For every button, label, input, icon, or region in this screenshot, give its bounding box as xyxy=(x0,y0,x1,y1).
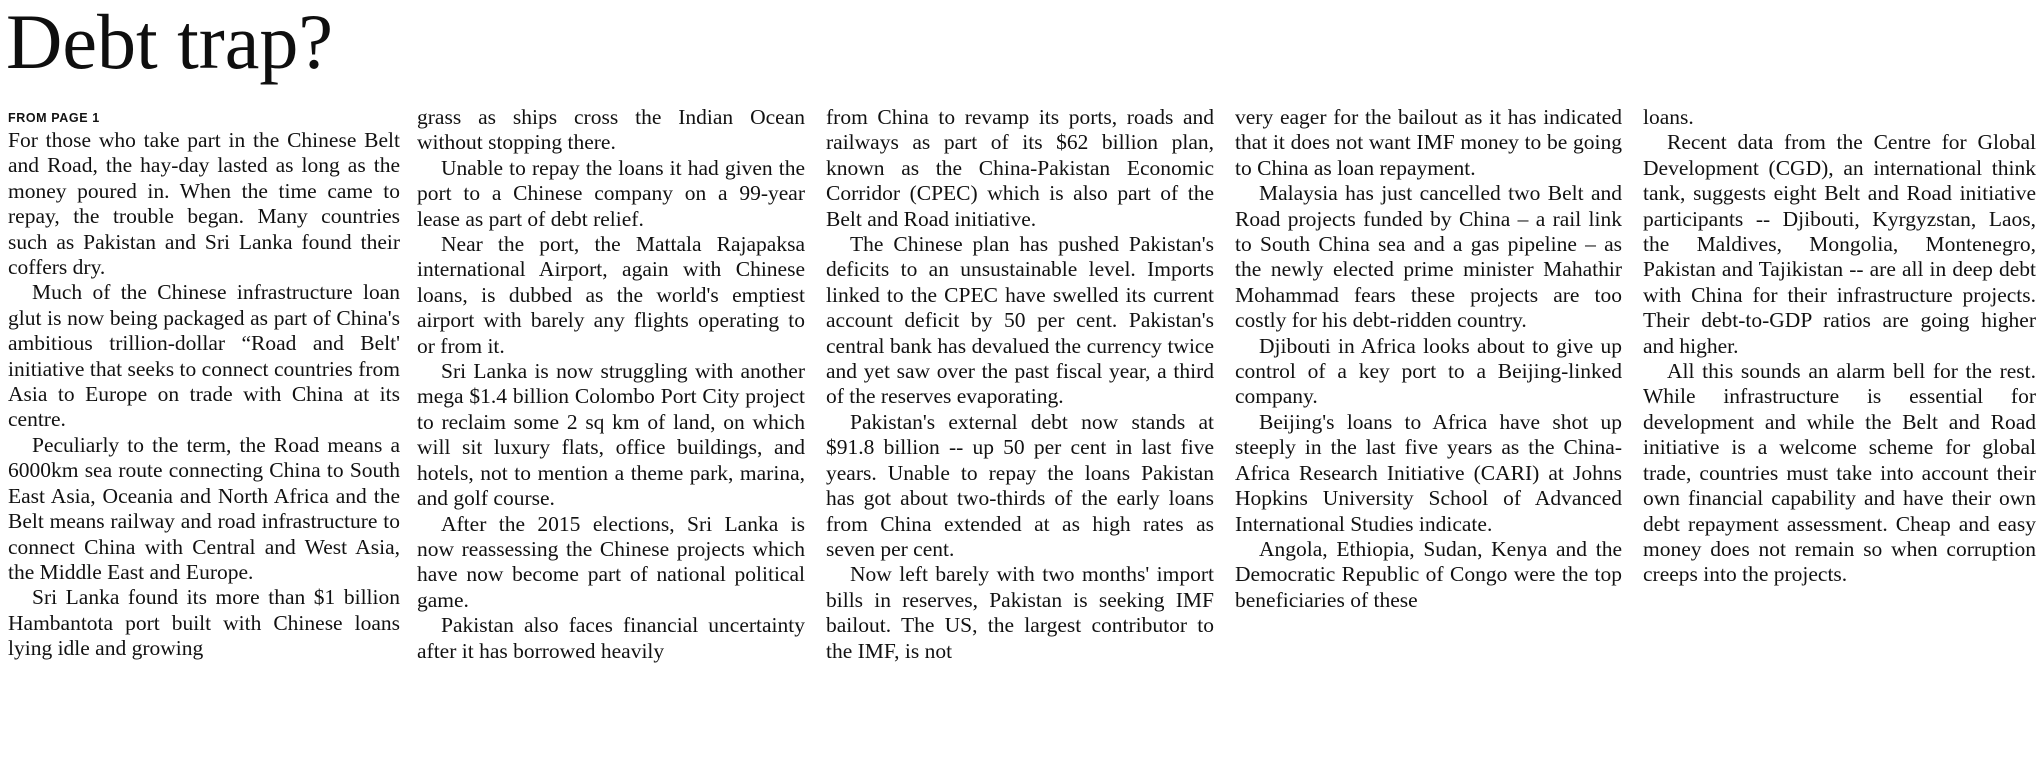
paragraph: Now left barely with two months' import bills in reserves, Pakistan is seeking IMF bailout. The US, the largest contributor to the IMF, is not xyxy=(826,562,1214,663)
paragraph: very eager for the bailout as it has indicated that it does not want IMF money to be going to China as loan repayment. xyxy=(1235,105,1622,180)
paragraph: Recent data from the Centre for Global Development (CGD), an international think tank, suggests eight Belt and Road initiative participants -- Djibouti, Kyrgyzstan, Laos, the Maldives, Mongolia, Montenegro, Pakistan and Tajikistan -- are all in deep debt with China for their infrastructure projects. Their debt-to-GDP ratios are going higher and higher. xyxy=(1643,130,2036,358)
article-column-3 xyxy=(826,105,1214,760)
paragraph: grass as ships cross the Indian Ocean without stopping there. xyxy=(417,105,805,155)
paragraph: Sri Lanka is now struggling with another mega $1.4 billion Colombo Port City project to reclaim some 2 sq km of land, on which will sit luxury flats, office buildings, and hotels, not to mention a theme park, marina, and golf course. xyxy=(417,359,805,511)
article-column-4 xyxy=(1235,105,1622,760)
continuation-label: FROM PAGE 1 xyxy=(8,111,100,125)
paragraph: The Chinese plan has pushed Pakistan's deficits to an unsustainable level. Imports linked to the CPEC have swelled its current account deficit by 50 per cent. Pakistan's central bank has devalued the currency twice and yet saw over the past fiscal year, a third of the reserves evaporating. xyxy=(826,232,1214,409)
article-column-5 xyxy=(1643,105,2036,760)
paragraph: Much of the Chinese infrastructure loan glut is now being packaged as part of China's ambitious trillion-dollar “Road and Belt' initiative that seeks to connect countries from Asia to Europe on trade with China at its centre. xyxy=(8,280,400,432)
paragraph: Peculiarly to the term, the Road means a 6000km sea route connecting China to South East Asia, Oceania and North Africa and the Belt means railway and road infrastructure to connect China with Central and West Asia, the Middle East and Europe. xyxy=(8,432,400,584)
article-column-2 xyxy=(417,105,805,760)
paragraph: After the 2015 elections, Sri Lanka is now reassessing the Chinese projects which have now become part of national political game. xyxy=(417,511,805,612)
paragraph: Malaysia has just cancelled two Belt and Road projects funded by China – a rail link to South China sea and a gas pipeline – as the newly elected prime minister Mahathir Mohammad fears these projects are too costly for his debt-ridden country. xyxy=(1235,181,1622,333)
article-column-1 xyxy=(8,110,400,765)
paragraph: Sri Lanka found its more than $1 billion Hambantota port built with Chinese loans lying idle and growing xyxy=(8,585,400,661)
paragraph: Beijing's loans to Africa have shot up steeply in the last five years as the China-Africa Research Initiative (CARI) at Johns Hopkins University School of Advanced International Studies indicate. xyxy=(1235,409,1622,536)
paragraph: Djibouti in Africa looks about to give up control of a key port to a Beijing-linked company. xyxy=(1235,333,1622,409)
paragraph: All this sounds an alarm bell for the rest. While infrastructure is essential for development and while the Belt and Road initiative is a welcome scheme for global trade, countries must take into account their own financial capability and have their own debt repayment assessment. Cheap and easy money does not remain so when corruption creeps into the projects. xyxy=(1643,359,2036,587)
paragraph: Angola, Ethiopia, Sudan, Kenya and the Democratic Republic of Congo were the top beneficiaries of these xyxy=(1235,536,1622,612)
paragraph: loans. xyxy=(1643,105,1694,129)
paragraph: Unable to repay the loans it had given the port to a Chinese company on a 99-year lease as part of debt relief. xyxy=(417,155,805,231)
paragraph: Near the port, the Mattala Rajapaksa international Airport, again with Chinese loans, is dubbed as the world's emptiest airport with barely any flights operating to or from it. xyxy=(417,232,805,358)
paragraph: Pakistan's external debt now stands at $91.8 billion -- up 50 per cent in last five years. Unable to repay the loans Pakistan has got about two-thirds of the early loans from China extended at as high rates as seven per cent. xyxy=(826,409,1214,561)
paragraph: from China to revamp its ports, roads and railways as part of its $62 billion plan, known as the China-Pakistan Economic Corridor (CPEC) which is also part of the Belt and Road initiative. xyxy=(826,105,1214,231)
headline: Debt trap? xyxy=(6,0,334,85)
paragraph: For those who take part in the Chinese Belt and Road, the hay-day lasted as long as the money poured in. When the time came to repay, the trouble began. Many countries such as Pakistan and Sri Lanka found their coffers dry. xyxy=(8,128,400,280)
paragraph: Pakistan also faces financial uncertainty after it has borrowed heavily xyxy=(417,613,805,663)
